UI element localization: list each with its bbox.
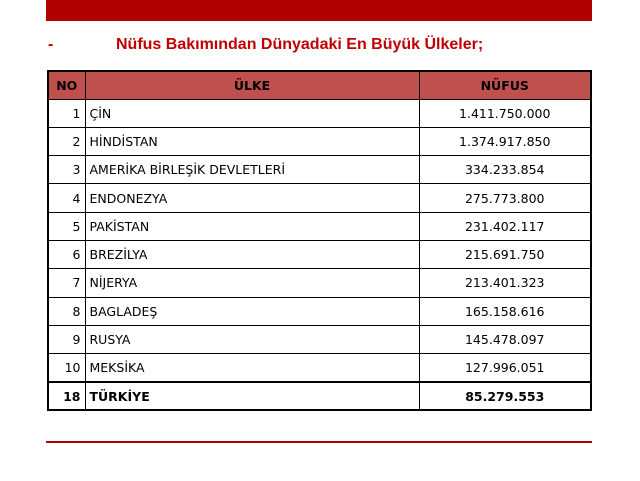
table-row xyxy=(48,99,591,127)
row-population: 334.233.854 xyxy=(419,156,591,184)
top-accent-bar xyxy=(46,0,592,21)
row-no: 8 xyxy=(48,297,85,325)
table-row xyxy=(48,240,591,268)
table-row xyxy=(48,354,591,382)
highlight-population: 85.279.553 xyxy=(419,382,591,410)
page-title xyxy=(48,36,608,58)
table-row xyxy=(48,184,591,212)
row-population: 165.158.616 xyxy=(419,297,591,325)
table-row xyxy=(48,127,591,155)
title-text: Nüfus Bakımından Dünyadaki En Büyük Ülkeler; xyxy=(116,36,484,53)
table-row xyxy=(48,297,591,325)
row-population: 215.691.750 xyxy=(419,240,591,268)
row-population: 231.402.117 xyxy=(419,212,591,240)
row-country: ENDONEZYA xyxy=(85,184,419,212)
row-no: 5 xyxy=(48,212,85,240)
population-table xyxy=(47,70,592,411)
row-country: MEKSİKA xyxy=(85,354,419,382)
row-population: 145.478.097 xyxy=(419,325,591,353)
row-country: ÇİN xyxy=(85,99,419,127)
table-row xyxy=(48,156,591,184)
row-population: 127.996.051 xyxy=(419,354,591,382)
row-no: 1 xyxy=(48,99,85,127)
row-country: BAGLADEŞ xyxy=(85,297,419,325)
row-no: 2 xyxy=(48,127,85,155)
table-body xyxy=(48,99,591,410)
row-no: 7 xyxy=(48,269,85,297)
row-country: BREZİLYA xyxy=(85,240,419,268)
row-population: 275.773.800 xyxy=(419,184,591,212)
highlight-country: TÜRKİYE xyxy=(85,382,419,410)
row-no: 4 xyxy=(48,184,85,212)
row-no: 3 xyxy=(48,156,85,184)
row-no: 10 xyxy=(48,354,85,382)
row-population: 213.401.323 xyxy=(419,269,591,297)
row-no: 9 xyxy=(48,325,85,353)
highlight-no: 18 xyxy=(48,382,85,410)
table-row xyxy=(48,212,591,240)
table-header-row xyxy=(48,71,591,99)
title-dash: - xyxy=(48,36,54,53)
row-country: AMERİKA BİRLEŞİK DEVLETLERİ xyxy=(85,156,419,184)
column-header-country: ÜLKE xyxy=(85,71,419,99)
table-row xyxy=(48,269,591,297)
row-country: HİNDİSTAN xyxy=(85,127,419,155)
row-population: 1.411.750.000 xyxy=(419,99,591,127)
column-header-population: NÜFUS xyxy=(419,71,591,99)
row-no: 6 xyxy=(48,240,85,268)
row-country: NİJERYA xyxy=(85,269,419,297)
row-country: RUSYA xyxy=(85,325,419,353)
table-row xyxy=(48,325,591,353)
row-country: PAKİSTAN xyxy=(85,212,419,240)
row-population: 1.374.917.850 xyxy=(419,127,591,155)
bottom-accent-line xyxy=(46,441,592,443)
column-header-no: NO xyxy=(48,71,85,99)
table-row-highlight xyxy=(48,382,591,410)
